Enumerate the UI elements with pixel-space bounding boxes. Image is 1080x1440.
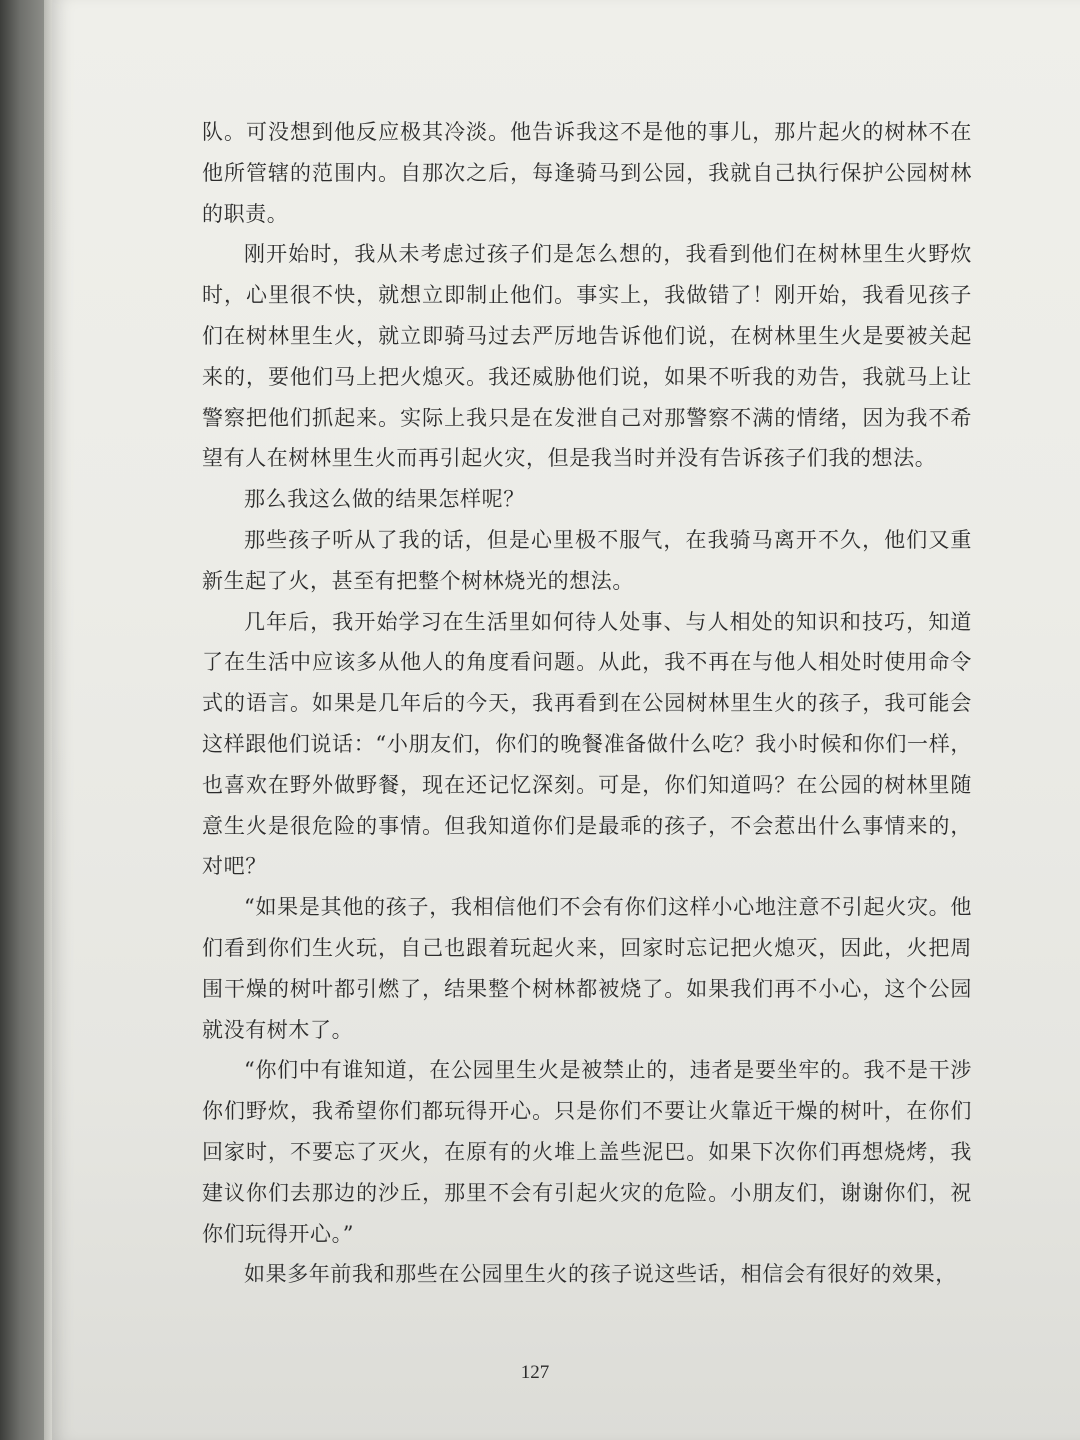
paragraph-7: “你们中有谁知道，在公园里生火是被禁止的，违者是要坐牢的。我不是干涉你们野炊，我希望你们都玩得开心。只是你们不要让火靠近干燥的树叶，在你们回家时，不要忘了灭火，在原有的火堆上盖些泥巴。如果下次你们再想烧烤，我建议你们去那边的沙丘，那里不会有引起火灾的危险。小朋友们，谢谢你们，祝你们玩得开心。”	[202, 1058, 972, 1246]
paragraph-3: 那么我这么做的结果怎样呢？	[244, 487, 525, 512]
paragraph-2: 刚开始时，我从未考虑过孩子们是怎么想的，我看到他们在树林里生火野炊时，心里很不快，就想立即制止他们。事实上，我做错了！刚开始，我看见孩子们在树林里生火，就立即骑马过去严厉地告诉他们说，在树林里生火是要被关起来的，要他们马上把火熄灭。我还威胁他们说，如果不听我的劝告，我就马上让警察把他们抓起来。实际上我只是在发泄自己对那警察不满的情绪，因为我不希望有人在树林里生火而再引起火灾，但是我当时并没有告诉孩子们我的想法。	[202, 242, 972, 471]
paragraph-1: 队。可没想到他反应极其冷淡。他告诉我这不是他的事儿，那片起火的树林不在他所管辖的范围内。自那次之后，每逢骑马到公园，我就自己执行保护公园树林的职责。	[202, 120, 972, 226]
page-number: 127	[520, 1362, 550, 1383]
paragraph-5: 几年后，我开始学习在生活里如何待人处事、与人相处的知识和技巧，知道了在生活中应该多从他人的角度看问题。从此，我不再在与他人相处时使用命令式的语言。如果是几年后的今天，我再看到在公园树林里生火的孩子，我可能会这样跟他们说话：“小朋友们，你们的晚餐准备做什么吃？我小时候和你们一样，也喜欢在野外做野餐，现在还记忆深刻。可是，你们知道吗？在公园的树林里随意生火是很危险的事情。但我知道你们是最乖的孩子，不会惹出什么事情来的，对吧？	[202, 609, 972, 879]
paragraph-6: “如果是其他的孩子，我相信他们不会有你们这样小心地注意不引起火灾。他们看到你们生火玩，自己也跟着玩起火来，回家时忘记把火熄灭，因此，火把周围干燥的树叶都引燃了，结果整个树林都被烧了。如果我们再不小心，这个公园就没有树木了。	[202, 895, 972, 1042]
body-text	[202, 112, 972, 1295]
paragraph-4: 那些孩子听从了我的话，但是心里极不服气，在我骑马离开不久，他们又重新生起了火，甚至有把整个树林烧光的想法。	[202, 527, 972, 593]
book-page	[52, 0, 1080, 1440]
paragraph-8: 如果多年前我和那些在公园里生火的孩子说这些话，相信会有很好的效果，	[244, 1262, 957, 1287]
